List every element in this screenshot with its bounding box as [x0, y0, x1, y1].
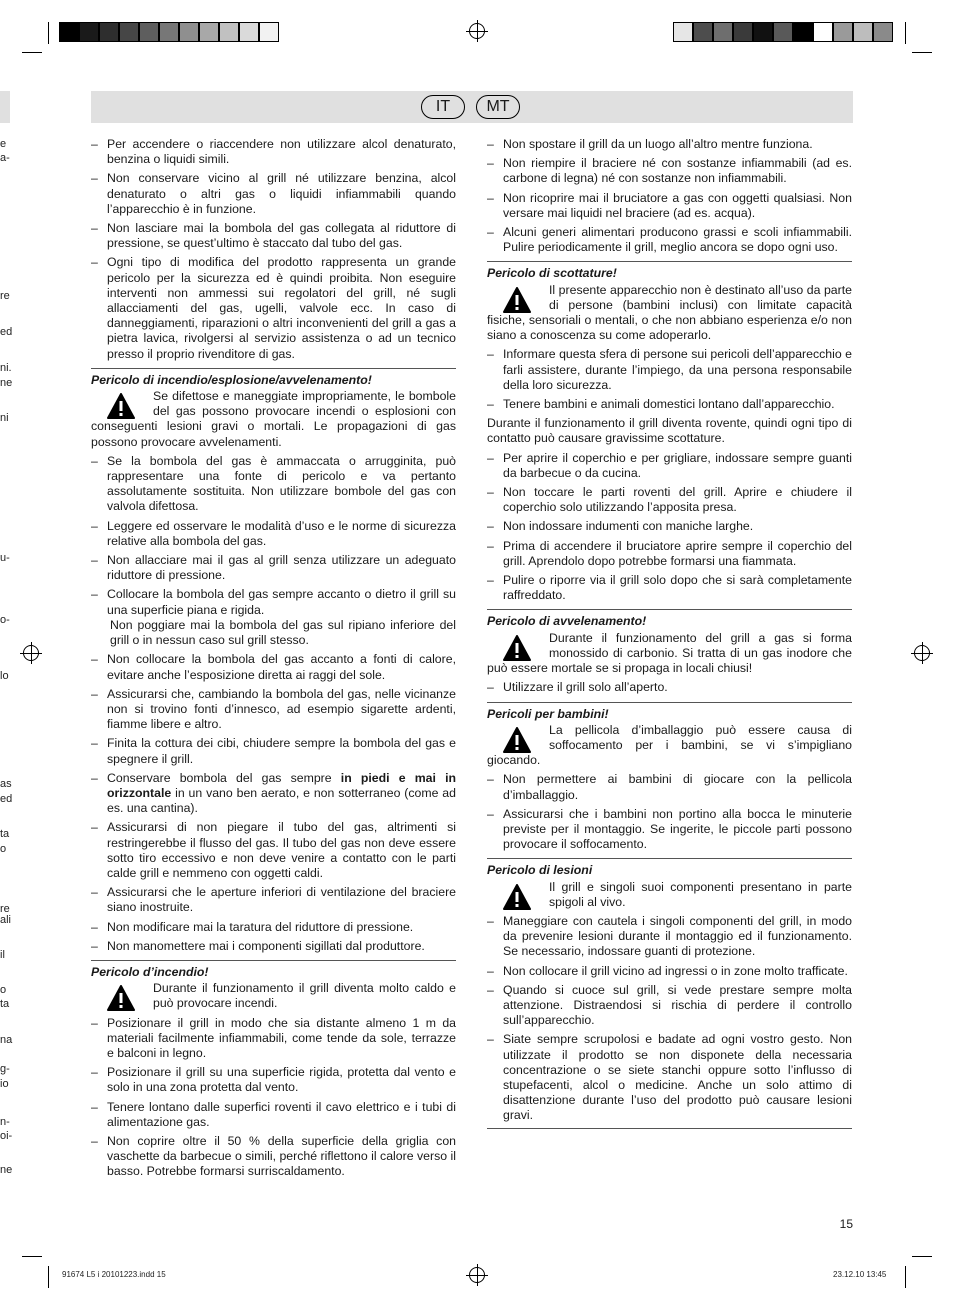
list-item: – Informare questa sfera di persone sui pericoli dell’apparecchio e farli assistere, durante l’impiego, da una persona responsabile della loro sicurezza. [487, 347, 852, 393]
list-item: – Non spostare il grill da un luogo all’altro mentre funziona. [487, 137, 852, 152]
margin-fragment: ta [0, 828, 10, 840]
margin-fragment: ed [0, 326, 13, 338]
warning-triangle-icon [503, 727, 531, 753]
color-swatch [59, 22, 79, 42]
list-item: – Per aprire il coperchio e per grigliare, indossare sempre guanti da barbecue o da cucina. [487, 451, 852, 481]
margin-fragment: oi- [0, 1130, 13, 1142]
list-item: – Non collocare la bombola del gas accanto a fonti di calore, evitare anche l’esposizione diretta ai raggi del sole. [91, 652, 456, 682]
list-item: – Non ricoprire mai il bruciatore a gas con oggetti qualsiasi. Non versare mai liquidi nel braciere (ad es. acqua). [487, 191, 852, 221]
list-item: – Utilizzare il grill solo all’aperto. [487, 680, 852, 695]
margin-fragment: ali [0, 914, 12, 926]
list-item: – Posizionare il grill su una superficie rigida, protetta dal vento e solo in una zona protetta dal vento. [91, 1065, 456, 1095]
list-item: – Quando si cuoce sul grill, si vede prestare sempre molta attenzione. Distraendosi si rischia di perdere il controllo sull’apparecchio. [487, 983, 852, 1029]
crop-mark [48, 1266, 49, 1288]
section-injuries [487, 858, 852, 1128]
list-item: – Tenere bambini e animali domestici lontano dall’apparecchio. [487, 397, 852, 412]
left-column [91, 137, 456, 1184]
intro-list [91, 137, 456, 362]
margin-fragment: re [0, 290, 10, 302]
list-item: – Non allacciare mai il gas al grill senza utilizzare un adeguato riduttore di pressione. [91, 553, 456, 583]
margin-fragment: na [0, 1034, 13, 1046]
color-swatch [239, 22, 259, 42]
registration-mark-icon [914, 645, 930, 661]
list-item: – Collocare la bombola del gas sempre accanto o dietro il grill su una superficie piana e rigida. [91, 587, 456, 617]
margin-fragment: lo [0, 670, 9, 682]
warning-triangle-icon [503, 287, 531, 313]
margin-fragment: e [0, 138, 7, 150]
language-badge-mt: MT [476, 95, 520, 119]
warning-paragraph [91, 389, 456, 450]
color-swatch [713, 22, 733, 42]
margin-fragment: as [0, 778, 12, 790]
color-swatch [813, 22, 833, 42]
warning-text: Il grill e singoli suoi componenti presentano in parte spigoli al vivo. [549, 879, 852, 909]
color-swatch [873, 22, 893, 42]
warning-triangle-icon [503, 635, 531, 661]
list-item: – Non lasciare mai la bombola del gas collegata al riduttore di pressione, se quest’ultimo è staccato dal tubo del gas. [91, 221, 456, 251]
color-swatch [693, 22, 713, 42]
section-title: Pericoli per bambini! [487, 706, 609, 721]
color-bar-left [59, 22, 279, 42]
list-item: – Assicurarsi che, cambiando la bombola del gas, nelle vicinanze non si trovino fonti d’innesco, ad esempio sigarette ardenti, fiamme libere e altro. [91, 687, 456, 733]
color-swatch [99, 22, 119, 42]
list-item: – Per accendere o riaccendere non utilizzare alcol denaturato, benzina o liquidi simili. [91, 137, 456, 167]
list-item: – Assicurarsi che i bambini non portino alla bocca le minuterie previste per il montaggio. Se ingerite, le piccole parti possono provocare il soffocamento. [487, 807, 852, 853]
list-item: – Se la bombola del gas è ammaccata o arrugginita, può rappresentare una fonte di pericolo e va pertanto assolutamente sostituita. Non utilizzare bombole del gas con valvola difettosa. [91, 454, 456, 515]
list-item: – Non manomettere mai i componenti sigillati dal produttore. [91, 939, 456, 954]
margin-fragment: g- [0, 1063, 10, 1075]
margin-fragment: ta [0, 998, 10, 1010]
color-swatch [199, 22, 219, 42]
warning-paragraph [487, 283, 852, 344]
list-item: – Non permettere ai bambini di giocare con la pellicola d’imballaggio. [487, 772, 852, 802]
color-swatch [159, 22, 179, 42]
registration-mark-icon [23, 645, 39, 661]
color-swatch [753, 22, 773, 42]
section-fire [91, 960, 456, 1180]
bold-text: in piedi e mai in orizzontale [107, 770, 456, 800]
footer-file-info: 91674 L5 i 20101223.indd 15 [62, 1270, 166, 1279]
section-title: Pericolo di lesioni [487, 863, 593, 878]
warning-text: Il presente apparecchio non è destinato all’uso da parte di persone (bambini inclusi) con limitate capacità fisiche, sensoriali o mentali, o che non abbiano esperienza e/o non siano a conoscenza su come adoperarlo. [487, 282, 852, 343]
intro-list [487, 137, 852, 255]
color-swatch [733, 22, 753, 42]
margin-fragment: o- [0, 614, 10, 626]
section-title: Pericolo di incendio/esplosione/avvelenamento! [91, 372, 372, 387]
crop-mark [48, 22, 49, 44]
color-bar-right [673, 22, 893, 42]
margin-fragment: o [0, 843, 7, 855]
margin-fragment: a- [0, 152, 10, 164]
color-swatch [179, 22, 199, 42]
list-item [91, 771, 456, 817]
color-swatch [139, 22, 159, 42]
color-swatch [853, 22, 873, 42]
margin-fragment: ni. [0, 362, 12, 374]
warning-paragraph [487, 723, 852, 769]
list-item: – Non indossare indumenti con maniche larghe. [487, 519, 852, 534]
previous-page-header-strip [0, 91, 10, 123]
color-swatch [793, 22, 813, 42]
section-title: Pericolo d’incendio! [91, 964, 209, 979]
right-column [487, 137, 852, 1129]
warning-paragraph [487, 880, 852, 910]
section-end-rule [487, 1128, 852, 1129]
color-swatch [259, 22, 279, 42]
warning-text: Se difettose e maneggiate impropriamente, le bombole del gas possono provocare incendi o esplosioni con conseguenti lesioni gravi o mortali. Le propagazioni di gas possono provocare avvelenamenti. [91, 389, 456, 449]
language-badge-it: IT [421, 95, 465, 119]
list-item: – Non coprire oltre il 50 % della superficie della griglia con vaschette da barbecue o simili, perché riflettono il calore verso il basso. Potrebbe formarsi surriscaldamento. [91, 1134, 456, 1180]
registration-mark-icon [469, 23, 485, 39]
section-children [487, 702, 852, 853]
list-item: – Pulire o riporre via il grill solo dopo che si sarà completamente raffreddato. [487, 573, 852, 603]
list-item: – Non modificare mai la taratura del riduttore di pressione. [91, 920, 456, 935]
margin-fragment: il [0, 949, 5, 961]
list-item: – Maneggiare con cautela i singoli componenti del grill, in modo da prevenire lesioni durante il montaggio ed il funzionamento. Se necessario, indossare guanti di protezione. [487, 914, 852, 960]
margin-fragment: re [0, 903, 10, 915]
section-fire-explosion [91, 368, 456, 954]
warning-triangle-icon [107, 985, 135, 1011]
crop-mark [905, 1266, 906, 1288]
color-swatch [833, 22, 853, 42]
list-item: – Non riempire il braciere né con sostanze infiammabili (ad es. carbone di legna) né con sostanze non infiammabili. [487, 156, 852, 186]
footer-date: 23.12.10 13:45 [833, 1270, 887, 1279]
warning-paragraph [487, 631, 852, 677]
warning-text: Durante il funzionamento del grill a gas si forma monossido di carbonio. Si tratta di un gas inodore che può essere mortale se si propaga in locali chiusi! [487, 630, 852, 676]
list-item: – Leggere ed osservare le modalità d’uso e le norme di sicurezza relative alla bombola del gas. [91, 519, 456, 549]
color-swatch [773, 22, 793, 42]
margin-fragment: ed [0, 793, 13, 805]
warning-triangle-icon [503, 884, 531, 910]
crop-mark [912, 52, 932, 53]
color-swatch [219, 22, 239, 42]
list-item: – Assicurarsi che le aperture inferiori di ventilazione del braciere siano inostruite. [91, 885, 456, 915]
color-swatch [673, 22, 693, 42]
section-poisoning [487, 609, 852, 695]
list-item: – Posizionare il grill in modo che sia distante almeno 1 m da materiali facilmente infiammabili, come tende da sole, terrazze e balconi in legno. [91, 1016, 456, 1062]
section-title: Pericolo di scottature! [487, 266, 617, 281]
page-number: 15 [839, 1217, 853, 1231]
margin-fragment: o [0, 984, 7, 996]
list-item: – Finita la cottura dei cibi, chiudere sempre la bombola del gas e spegnere il grill. [91, 736, 456, 766]
warning-text: Durante il funzionamento il grill diventa molto caldo e può provocare incendi. [153, 981, 456, 1011]
text-run: Conservare bombola del gas sempre [107, 770, 341, 785]
crop-mark [905, 22, 906, 44]
margin-fragment: io [0, 1078, 9, 1090]
list-item: – Non collocare il grill vicino ad ingressi o in zone molto trafficate. [487, 964, 852, 979]
crop-mark [22, 1256, 42, 1257]
paragraph: Durante il funzionamento il grill diventa rovente, quindi ogni tipo di contatto può causare gravissime scottature. [487, 416, 852, 446]
language-header-bar [91, 91, 853, 123]
warning-paragraph [91, 981, 456, 1011]
list-item: – Alcuni generi alimentari producono grassi e scoli infiammabili. Pulire periodicamente il grill, meglio ancora se dopo ogni uso. [487, 225, 852, 255]
margin-fragment: u- [0, 552, 10, 564]
list-item: – Tenere lontano dalle superfici roventi il cavo elettrico e i tubi di alimentazione gas. [91, 1100, 456, 1130]
crop-mark [912, 1256, 932, 1257]
list-item: – Prima di accendere il bruciatore aprire sempre il coperchio del grill. Aprendolo dopo potrebbe formarsi una fiammata. [487, 539, 852, 569]
color-swatch [79, 22, 99, 42]
list-item: – Assicurarsi di non piegare il tubo del gas, altrimenti si restringerebbe il flusso del gas. Il tubo del gas non deve essere sotto tiro eccessivo e non deve venire a contatto con le parti calde grill e nemmeno con oggetti caldi. [91, 820, 456, 881]
section-burns [487, 261, 852, 603]
list-item: – Non conservare vicino al grill né utilizzare benzina, alcol denaturato o altri gas o liquidi infiammabili quando l’apparecchio è in funzione. [91, 171, 456, 217]
color-swatch [119, 22, 139, 42]
margin-fragment: ne [0, 1164, 13, 1176]
text-run: in un vano ben aerato, e non sotterraneo (come ad es. una cantina). [107, 785, 456, 816]
list-item: – Ogni tipo di modifica del prodotto rappresenta un grande pericolo per la sicurezza ed è quindi proibita. Non eseguire interventi non ammessi sui regolatori del grill, né sugli allacciamenti del gas, ugelli, valvole ecc. In caso di danneggiamenti, riparazioni o altri inconvenienti del grill a gas a pietra lavica, rivolgersi al servizio assistenza o ad un tecnico presso il proprio rivenditore di gas. [91, 255, 456, 361]
list-item: – Siate sempre scrupolosi e badate ad ogni vostro gesto. Non utilizzate il prodotto se non disponete della necessaria concentrazione o se siete stanchi oppure sotto l’influsso di stupefacenti, alcol o medicine. Anche un solo attimo di disattenzione durante l’uso del prodotto può causare lesioni gravi. [487, 1032, 852, 1123]
section-title: Pericolo di avvelenamento! [487, 614, 647, 629]
list-item-continuation: Non poggiare mai la bombola del gas sul ripiano inferiore del grill o in nessun caso sul grill stesso. [110, 617, 456, 648]
margin-fragment: n- [0, 1116, 10, 1128]
margin-fragment: ni [0, 412, 9, 424]
registration-mark-icon [469, 1267, 485, 1283]
list-item: – Non toccare le parti roventi del grill. Aprire e chiudere il coperchio solo utilizzando l’apposita presa. [487, 485, 852, 515]
crop-mark [22, 52, 42, 53]
margin-fragment: ne [0, 377, 13, 389]
warning-triangle-icon [107, 393, 135, 419]
warning-text: La pellicola d’imballaggio può essere causa di soffocamento per i bambini, se vi s’impigliano giocando. [487, 722, 852, 768]
